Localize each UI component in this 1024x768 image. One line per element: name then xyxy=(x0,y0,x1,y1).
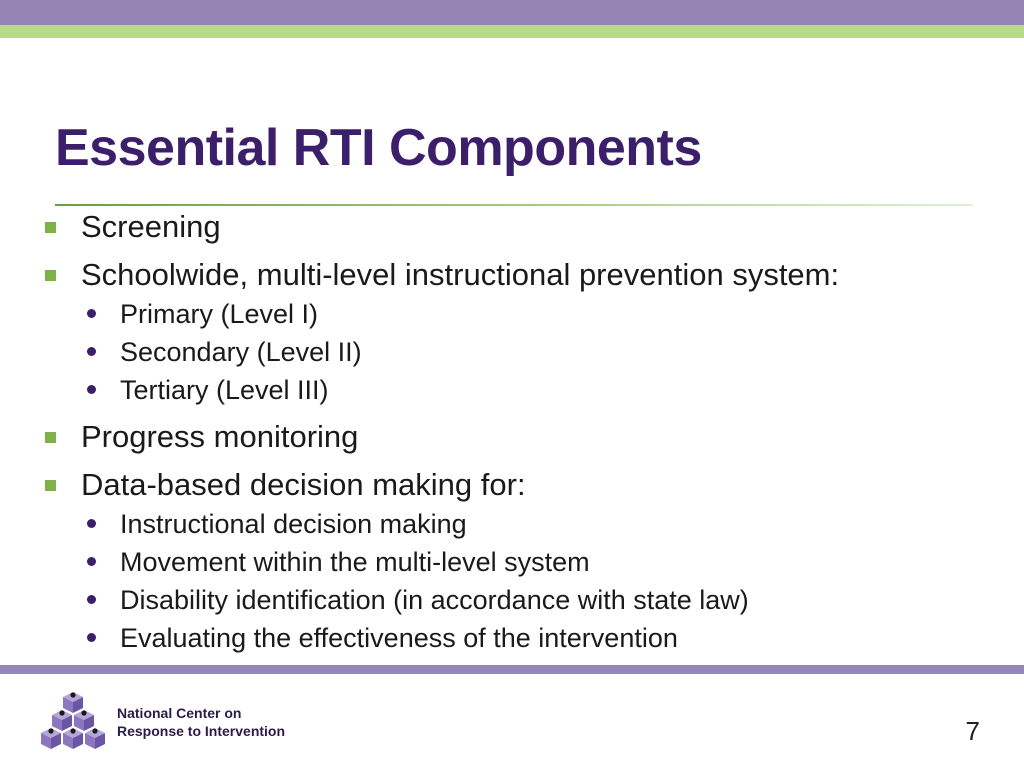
square-bullet-icon xyxy=(45,270,56,281)
sub-bullet-item xyxy=(45,619,995,657)
square-bullet-icon xyxy=(45,432,56,443)
round-bullet-icon xyxy=(87,633,96,642)
bullet-item xyxy=(45,465,995,505)
sub-bullet-text: Secondary (Level II) xyxy=(120,337,362,367)
sub-bullet-item xyxy=(45,543,995,581)
square-bullet-icon xyxy=(45,480,56,491)
bullet-text: Progress monitoring xyxy=(81,419,359,454)
bottom-purple-band xyxy=(0,665,1024,674)
sub-bullet-text: Evaluating the effectiveness of the intervention xyxy=(120,623,678,653)
bullet-text: Schoolwide, multi-level instructional prevention system: xyxy=(81,257,840,292)
round-bullet-icon xyxy=(87,557,96,566)
org-name-line1: National Center on xyxy=(117,705,242,721)
square-bullet-icon xyxy=(45,222,56,233)
sub-bullet-text: Disability identification (in accordance with state law) xyxy=(120,585,749,615)
bullet-item xyxy=(45,417,995,457)
slide-number: 7 xyxy=(965,716,980,746)
sub-bullet-item xyxy=(45,295,995,333)
slide-title: Essential RTI Components xyxy=(55,119,702,177)
top-green-band xyxy=(0,25,1024,38)
sub-bullet-text: Movement within the multi-level system xyxy=(120,547,590,577)
round-bullet-icon xyxy=(87,385,96,394)
org-name-line2: Response to Intervention xyxy=(117,723,286,739)
sub-bullet-item xyxy=(45,505,995,543)
bullet-item xyxy=(45,255,995,295)
sub-bullet-text: Tertiary (Level III) xyxy=(120,375,329,405)
round-bullet-icon xyxy=(87,309,96,318)
bullet-text: Screening xyxy=(81,209,221,244)
round-bullet-icon xyxy=(87,595,96,604)
sub-bullet-item xyxy=(45,371,995,409)
round-bullet-icon xyxy=(87,347,96,356)
sub-bullet-text: Primary (Level I) xyxy=(120,299,319,329)
round-bullet-icon xyxy=(87,519,96,528)
sub-bullet-text: Instructional decision making xyxy=(120,509,467,539)
sub-bullet-item xyxy=(45,581,995,619)
bullet-list xyxy=(45,205,995,657)
stacked-cubes-logo-icon xyxy=(38,690,108,754)
organization-name xyxy=(117,704,285,740)
sub-bullet-item xyxy=(45,333,995,371)
bullet-text: Data-based decision making for: xyxy=(81,467,526,502)
top-purple-band xyxy=(0,0,1024,25)
bullet-item xyxy=(45,207,995,247)
